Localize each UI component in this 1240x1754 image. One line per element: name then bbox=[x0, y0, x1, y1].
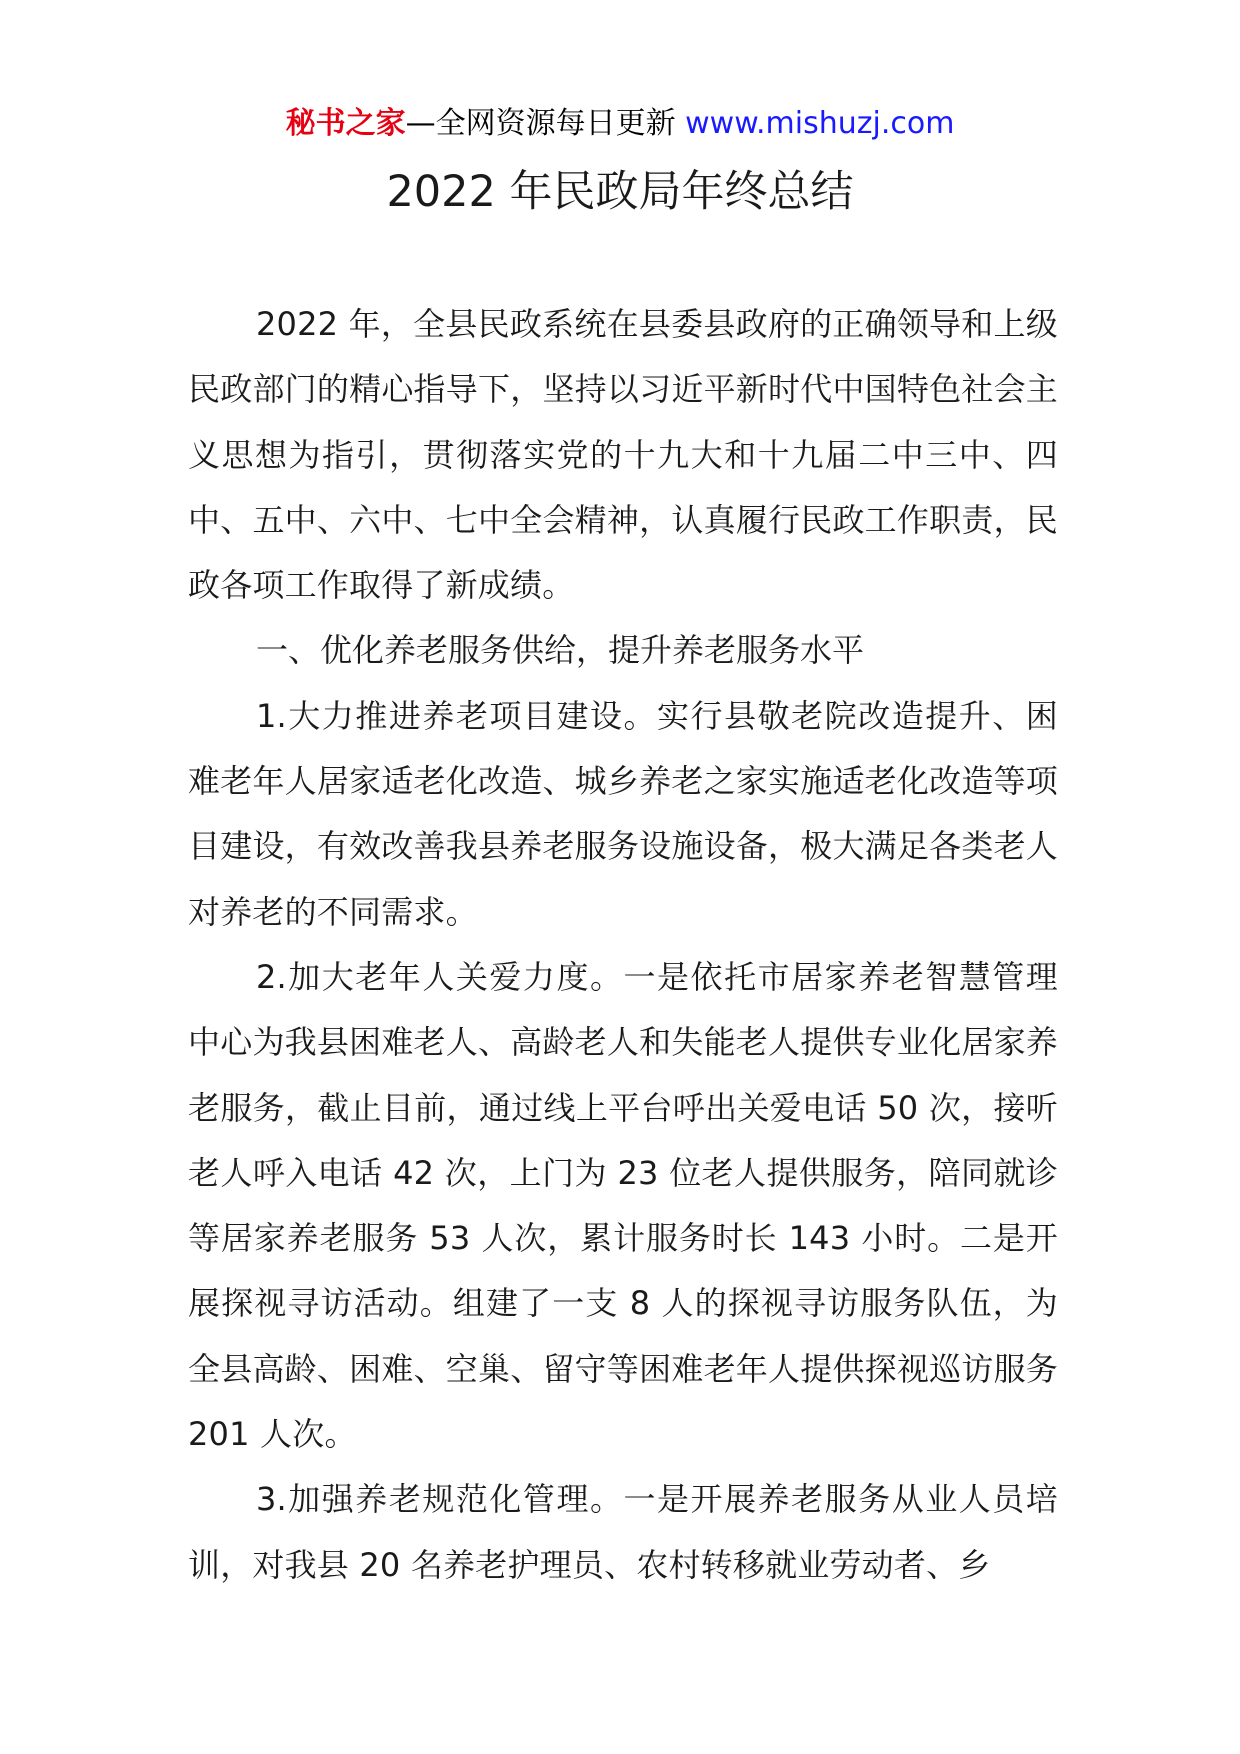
intro-paragraph: 2022 年，全县民政系统在县委县政府的正确领导和上级民政部门的精心指导下，坚持以习近平新时代中国特色社会主义思想为指引，贯彻落实党的十九大和十九届二中三中、四中、五中、六中、七中全会精神，认真履行民政工作职责，民政各项工作取得了新成绩。 bbox=[188, 305, 1058, 605]
site-banner bbox=[0, 102, 1240, 146]
document-body bbox=[188, 292, 1058, 1598]
item-3-paragraph: 3.加强养老规范化管理。一是开展养老服务从业人员培训，对我县 20 名养老护理员、农村转移就业劳动者、乡 bbox=[188, 1480, 1058, 1584]
site-url-link[interactable]: www.mishuzj.com bbox=[685, 106, 955, 141]
section-heading: 一、优化养老服务供给，提升养老服务水平 bbox=[256, 631, 865, 670]
item-1-paragraph: 1.大力推进养老项目建设。实行县敬老院改造提升、困难老年人居家适老化改造、城乡养老之家实施适老化改造等项目建设，有效改善我县养老服务设施设备，极大满足各类老人对养老的不同需求。 bbox=[188, 696, 1058, 931]
site-slogan: —全网资源每日更新 bbox=[405, 106, 676, 141]
document-title: 2022 年民政局年终总结 bbox=[386, 167, 854, 217]
item-2-paragraph: 2.加大老年人关爱力度。一是依托市居家养老智慧管理中心为我县困难老人、高龄老人和失能老人提供专业化居家养老服务，截止目前，通过线上平台呼出关爱电话 50 次，接听老人呼入电话 42 次，上门为 23 位老人提供服务，陪同就诊等居家养老服务 53 人次，累计服务时长 143 小时。二是开展探视寻访活动。组建了一支 8 人的探视寻访服务队伍，为全县高龄、困难、空巢、留守等困难老年人提供探视巡访服务 201 人次。 bbox=[188, 957, 1058, 1454]
site-brand: 秘书之家 bbox=[285, 106, 406, 141]
